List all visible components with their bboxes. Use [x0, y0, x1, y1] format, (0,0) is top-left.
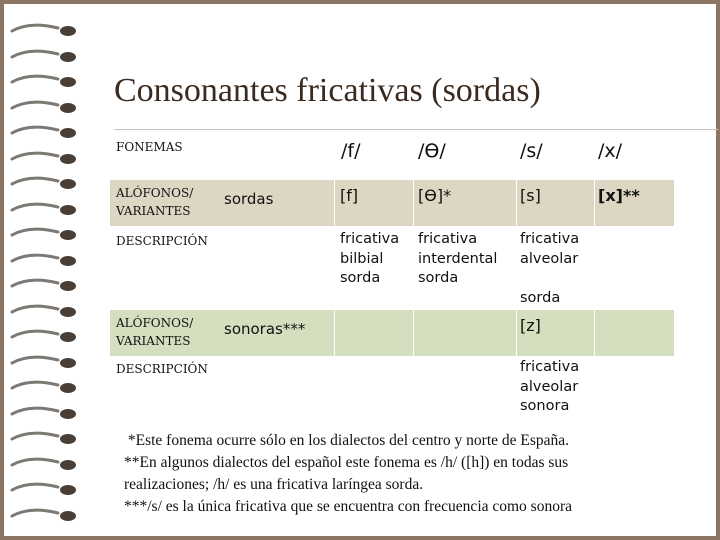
allophones-label-line2: VARIANTES [116, 334, 191, 348]
binding-ring-icon [10, 328, 80, 344]
binding-ring-icon [10, 405, 80, 421]
description-f [340, 230, 399, 289]
allophones-label [116, 184, 193, 220]
footnote: **En algunos dialectos del español este fonema es /h/ ([h]) en todas sus [124, 454, 569, 471]
column-separator [516, 180, 517, 356]
binding-ring-icon [10, 252, 80, 268]
voiced-qualifier: sonoras*** [224, 320, 306, 338]
allophone-z: [z] [520, 316, 541, 335]
footnote: *Este fonema ocurre sólo en los dialectos del centro y norte de España. [124, 432, 570, 449]
binding-ring-icon [10, 150, 80, 166]
allophones-voiced-band [110, 310, 674, 356]
binding-ring-icon [10, 22, 80, 38]
description-theta [418, 230, 497, 289]
binding-ring-icon [10, 48, 80, 64]
allophones-label-line1: ALÓFONOS/ [116, 316, 194, 330]
binding-ring-icon [10, 277, 80, 293]
allophone-f: [f] [340, 186, 359, 205]
column-separator [413, 180, 414, 356]
allophone-s: [s] [520, 186, 541, 205]
footnote: ***/s/ es la única fricativa que se encuentra con frecuencia como sonora [124, 498, 573, 515]
binding-ring-icon [10, 354, 80, 370]
slide-title: Consonantes fricativas (sordas) [114, 72, 541, 109]
description-s [520, 230, 579, 308]
description-line: fricativa [520, 359, 580, 375]
binding-ring-icon [10, 124, 80, 140]
footnote: realizaciones; /h/ es una fricativa laríngea sorda. [124, 476, 424, 493]
description-label: DESCRIPCIÓN [116, 234, 208, 248]
title-divider [114, 129, 718, 130]
allophone-theta: [ϴ]* [418, 186, 452, 205]
description-line: sorda [340, 270, 381, 286]
phoneme-theta: /ϴ/ [418, 140, 446, 162]
description-line: interdental [418, 250, 498, 267]
description-line: fricativa [418, 231, 478, 247]
description-voiced-label: DESCRIPCIÓN [116, 362, 208, 376]
description-line: bilbial [340, 250, 384, 267]
description-line: fricativa [520, 231, 580, 247]
spiral-binding [4, 22, 82, 532]
phoneme-x: /x/ [598, 140, 623, 162]
description-line: alveolar [520, 378, 579, 395]
phoneme-f: /f/ [341, 140, 361, 162]
column-separator [334, 180, 335, 356]
binding-ring-icon [10, 507, 80, 523]
allophones-label-line2: VARIANTES [116, 204, 191, 218]
binding-ring-icon [10, 379, 80, 395]
binding-ring-icon [10, 481, 80, 497]
binding-ring-icon [10, 201, 80, 217]
voiceless-qualifier: sordas [224, 190, 274, 208]
binding-ring-icon [10, 456, 80, 472]
description-line: fricativa [340, 231, 400, 247]
allophones-voiced-label [116, 314, 193, 350]
allophones-voiceless-band [110, 180, 674, 226]
binding-ring-icon [10, 226, 80, 242]
fonemas-label: FONEMAS [116, 140, 183, 154]
column-separator [594, 180, 595, 356]
footnotes [124, 430, 684, 518]
binding-ring-icon [10, 73, 80, 89]
description-z [520, 358, 579, 417]
allophone-x: [x]** [598, 186, 640, 205]
allophones-label-line1: ALÓFONOS/ [116, 186, 194, 200]
description-line [520, 269, 579, 289]
binding-ring-icon [10, 175, 80, 191]
binding-ring-icon [10, 303, 80, 319]
description-line: alveolar [520, 250, 579, 267]
binding-ring-icon [10, 430, 80, 446]
binding-ring-icon [10, 99, 80, 115]
slide [4, 4, 716, 536]
description-line: sonora [520, 398, 570, 414]
description-line: sorda [520, 289, 561, 306]
description-line: sorda [418, 270, 459, 286]
phoneme-s: /s/ [520, 140, 543, 162]
